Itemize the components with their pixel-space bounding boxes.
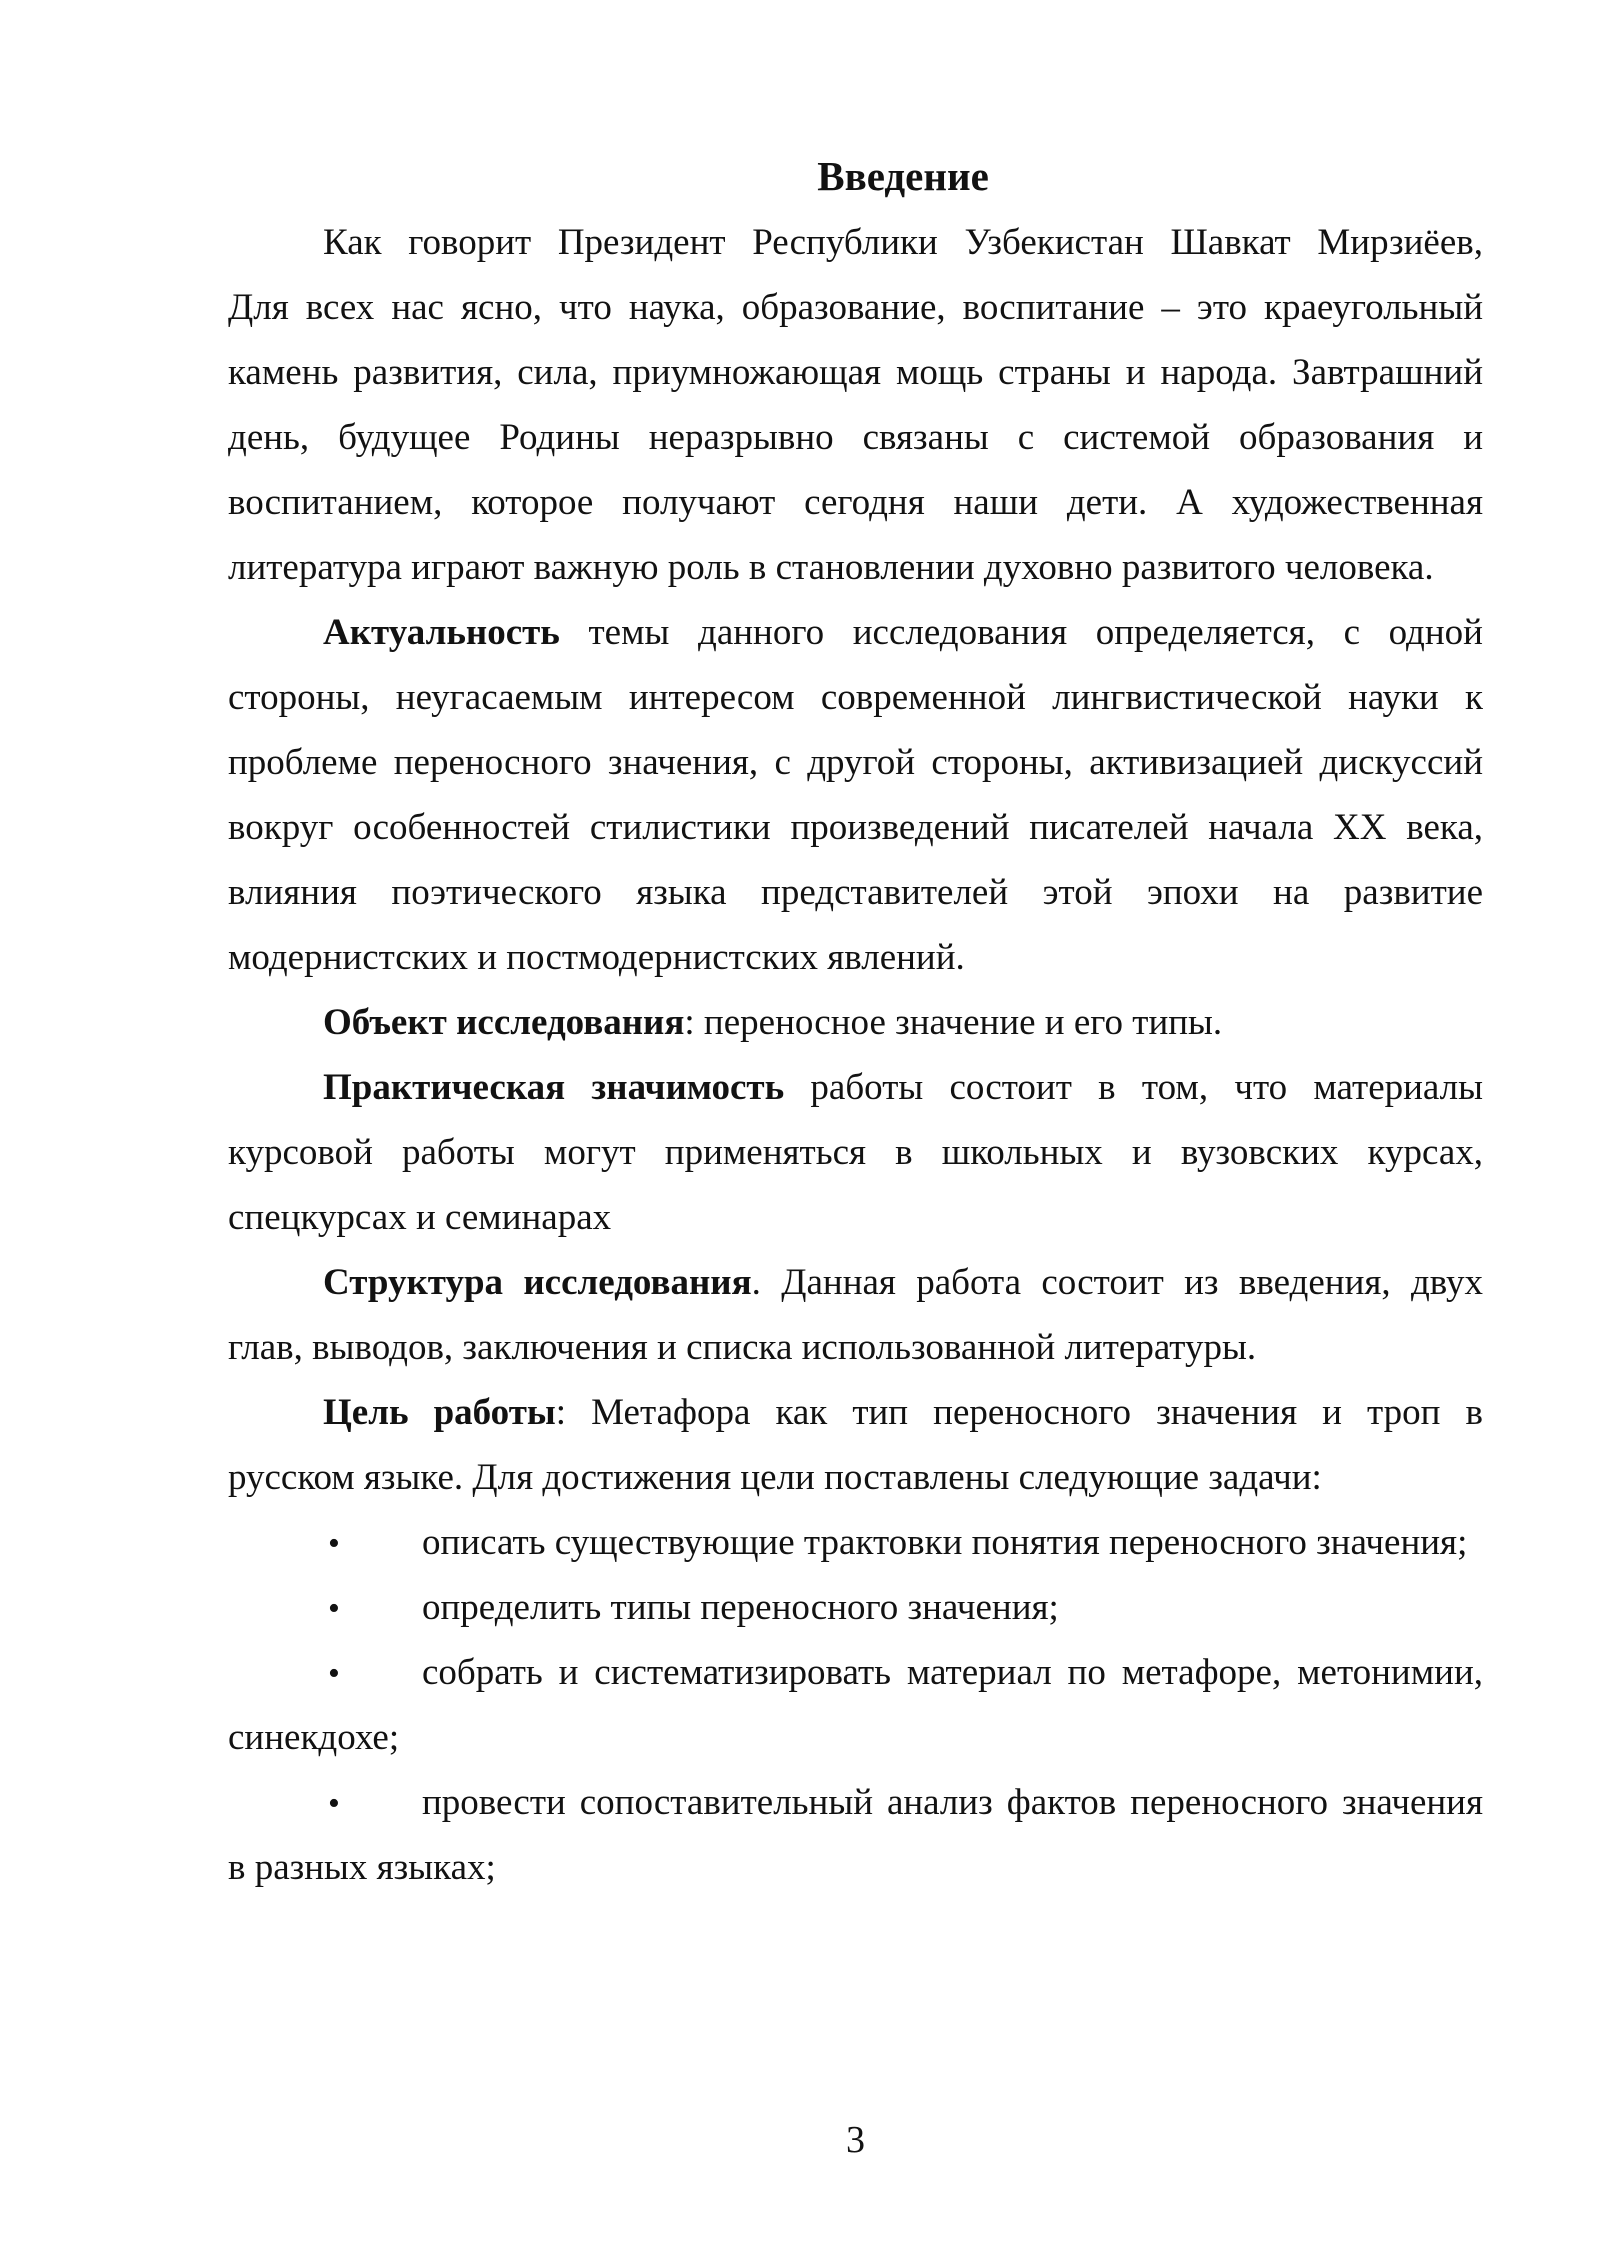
bullet-icon: •: [328, 1785, 340, 1822]
line-text: : Метафора как тип переносного значения и троп в: [555, 1392, 1483, 1433]
paragraph-line: [228, 1315, 1483, 1380]
line-text: вокруг особенностей стилистики произведений писателей начала XX века,: [228, 807, 1483, 848]
paragraph-line: [228, 340, 1483, 405]
paragraph-line: [228, 1120, 1483, 1185]
bullet-item: [228, 1640, 1483, 1705]
paragraph-line: [228, 1055, 1483, 1120]
line-text: влияния поэтического языка представителей этой эпохи на развитие: [228, 872, 1483, 913]
line-text: проблеме переносного значения, с другой стороны, активизацией дискуссий: [228, 742, 1483, 783]
keyword-bold: Объект исследования: [323, 1002, 685, 1043]
line-text: в разных языках;: [228, 1847, 496, 1888]
bullet-item: [228, 1510, 1483, 1575]
line-text: Как говорит Президент Республики Узбекистан Шавкат Мирзиёев,: [323, 222, 1483, 263]
paragraph-line: [228, 1185, 1483, 1250]
paragraph-line: [228, 795, 1483, 860]
paragraph-line: [228, 470, 1483, 535]
line-text: стороны, неугасаемым интересом современной лингвистической науки к: [228, 677, 1483, 718]
paragraph-line: [228, 275, 1483, 340]
line-text: синекдохе;: [228, 1717, 400, 1758]
line-text: литература играют важную роль в становлении духовно развитого человека.: [228, 547, 1434, 588]
page-number: 3: [846, 2119, 865, 2161]
line-text: темы данного исследования определяется, с одной: [559, 612, 1483, 653]
bullet-continuation-line: [228, 1705, 1483, 1770]
keyword-bold: Актуальность: [323, 612, 560, 653]
bullet-icon: •: [328, 1655, 340, 1692]
line-text: . Данная работа состоит из введения, двух: [751, 1262, 1483, 1303]
bullet-item: [228, 1770, 1483, 1835]
line-text: день, будущее Родины неразрывно связаны с системой образования и: [228, 417, 1483, 458]
keyword-bold: Структура исследования: [323, 1262, 752, 1303]
bullet-icon: •: [328, 1525, 340, 1562]
line-text: курсовой работы могут применяться в школьных и вузовских курсах,: [228, 1132, 1483, 1173]
paragraph-line: [228, 990, 1483, 1055]
bullet-item: [228, 1575, 1483, 1640]
line-text: модернистских и постмодернистских явлений.: [228, 937, 965, 978]
line-text: русском языке. Для достижения цели поставлены следующие задачи:: [228, 1457, 1322, 1498]
bullet-text: определить типы переносного значения;: [422, 1587, 1059, 1628]
line-text: камень развития, сила, приумножающая мощь страны и народа. Завтрашний: [228, 352, 1483, 393]
bullet-icon: •: [328, 1590, 340, 1627]
keyword-bold: Практическая значимость: [323, 1067, 785, 1108]
paragraph-line: [228, 210, 1483, 275]
bullet-text: описать существующие трактовки понятия переносного значения;: [422, 1522, 1468, 1563]
paragraph-line: [228, 405, 1483, 470]
line-text: : переносное значение и его типы.: [684, 1002, 1223, 1043]
line-text: спецкурсах и семинарах: [228, 1197, 612, 1238]
bullet-text: собрать и систематизировать материал по метафоре, метонимии,: [422, 1652, 1483, 1693]
section-title: Введение: [817, 153, 989, 199]
bullet-text: провести сопоставительный анализ фактов переносного значения: [422, 1782, 1483, 1823]
paragraph-line: [228, 600, 1483, 665]
paragraph-line: [228, 1250, 1483, 1315]
line-text: воспитанием, которое получают сегодня наши дети. А художественная: [228, 482, 1483, 523]
paragraph-line: [228, 665, 1483, 730]
body-text: [228, 210, 1483, 1900]
paragraph-line: [228, 535, 1483, 600]
bullet-continuation-line: [228, 1835, 1483, 1900]
line-text: глав, выводов, заключения и списка использованной литературы.: [228, 1327, 1257, 1368]
line-text: работы состоит в том, что материалы: [784, 1067, 1483, 1108]
paragraph-line: [228, 860, 1483, 925]
paragraph-line: [228, 730, 1483, 795]
paragraph-line: [228, 1380, 1483, 1445]
line-text: Для всех нас ясно, что наука, образование, воспитание – это краеугольный: [228, 287, 1483, 328]
paragraph-line: [228, 925, 1483, 990]
paragraph-line: [228, 1445, 1483, 1510]
keyword-bold: Цель работы: [323, 1392, 556, 1433]
